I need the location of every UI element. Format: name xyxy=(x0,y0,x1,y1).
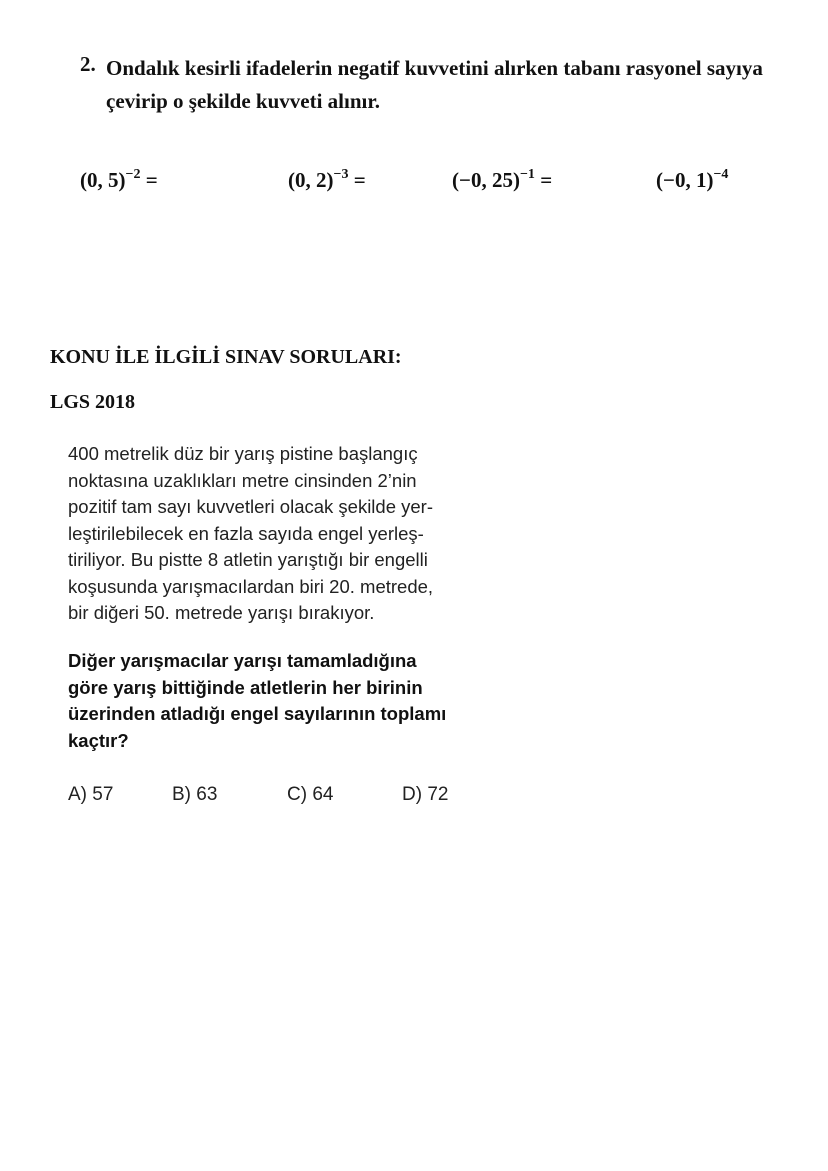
problem-body xyxy=(68,441,498,627)
problem-line: noktasına uzaklıkları metre cinsinden 2’nin xyxy=(68,469,417,491)
question-line: göre yarış bittiğinde atletlerin her birinin xyxy=(68,676,423,698)
expression-base: (−0, 25) xyxy=(452,168,520,192)
question-line: kaçtır? xyxy=(68,729,129,751)
expression-exponent: −2 xyxy=(125,167,141,182)
problem-line: leştirilebilecek en fazla sayıda engel yerleş- xyxy=(68,522,424,544)
choice-c: C) 64 xyxy=(287,784,334,805)
problem-line: 400 metrelik düz bir yarış pistine başlangıç xyxy=(68,443,418,464)
expression-equals: = xyxy=(534,168,553,192)
section-title: KONU İLE İLGİLİ SINAV SORULARI: xyxy=(50,346,402,368)
expression-base: (0, 5) xyxy=(80,168,126,192)
expression-base: (−0, 1) xyxy=(656,168,714,192)
choice-d: D) 72 xyxy=(402,784,449,805)
problem-line: pozitif tam sayı kuvvetleri olacak şekilde yer- xyxy=(68,496,433,517)
expression-2 xyxy=(288,168,366,193)
expression-exponent: −4 xyxy=(713,167,729,182)
problem-line: koşusunda yarışmacılardan biri 20. metrede, xyxy=(68,575,434,597)
expression-base: (0, 2) xyxy=(288,168,334,192)
choice-b: B) 63 xyxy=(172,784,218,805)
expression-1 xyxy=(80,168,158,193)
question-number: 2. xyxy=(80,52,96,76)
expression-equals: = xyxy=(140,168,158,192)
exam-label: LGS 2018 xyxy=(50,391,136,413)
expression-equals: = xyxy=(348,168,366,192)
expression-exponent: −3 xyxy=(333,167,349,182)
question-line: üzerinden atladığı engel sayılarının toplamı xyxy=(68,703,447,724)
question-text: Ondalık kesirli ifadelerin negatif kuvvetini alırken tabanı rasyonel sayıya çevirip o şekilde kuvveti alınır. xyxy=(106,56,763,113)
problem-line: tiriliyor. Bu pistte 8 atletin yarıştığı bir engelli xyxy=(68,549,428,570)
expression-3 xyxy=(452,168,552,193)
problem-question xyxy=(68,648,498,754)
choice-a: A) 57 xyxy=(68,784,114,805)
problem-line: bir diğeri 50. metrede yarışı bırakıyor. xyxy=(68,602,375,623)
expression-4 xyxy=(656,168,728,193)
question-line: Diğer yarışmacılar yarışı tamamladığına xyxy=(68,650,417,671)
expression-exponent: −1 xyxy=(519,167,535,182)
